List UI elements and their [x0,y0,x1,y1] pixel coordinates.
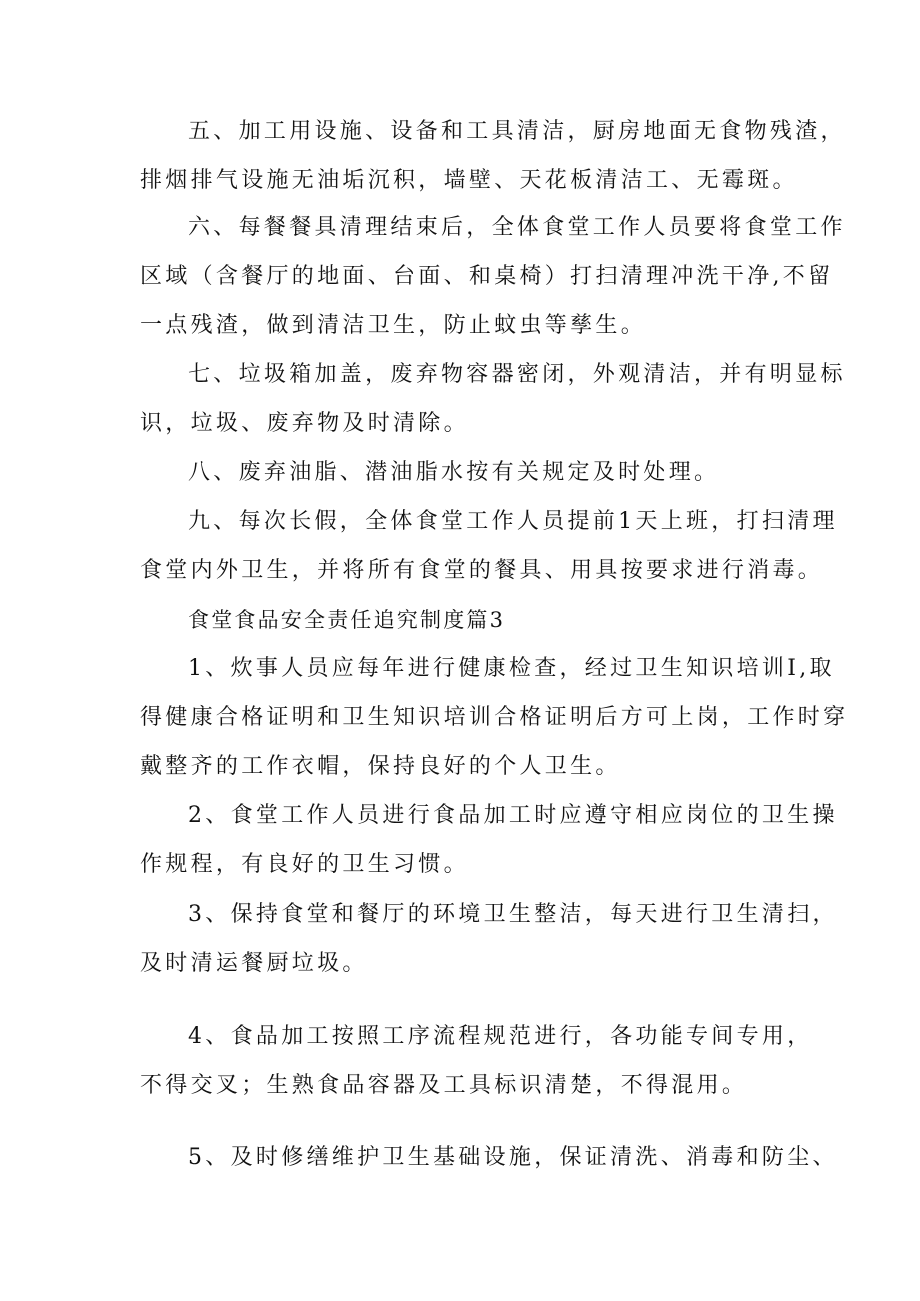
paragraph-line: 4、食品加工按照工序流程规范进行，各功能专间专用， [188,1024,813,1049]
paragraph-line: 戴整齐的工作衣帽，保持良好的个人卫生。 [140,754,621,779]
paragraph-line: 不得交叉；生熟食品容器及工具标识清楚，不得混用。 [140,1073,748,1098]
paragraph-line: 1、炊事人员应每年进行健康检查，经过卫生知识培训I,取 [188,656,835,681]
paragraph-line: 得健康合格证明和卫生知识培训合格证明后方可上岗，工作时穿 [140,705,849,730]
paragraph-line: 5、及时修缮维护卫生基础设施，保证清洗、消毒和防尘、 [188,1145,838,1170]
paragraph-line: 六、每餐餐具清理结束后，全体食堂工作人员要将食堂工作 [188,215,846,240]
paragraph-line: 区域（含餐厅的地面、台面、和桌椅）打扫清理冲洗干净,不留 [140,264,834,289]
paragraph-line: 八、废弃油脂、潜油脂水按有关规定及时处理。 [188,460,720,485]
paragraph-line: 七、垃圾箱加盖，废弃物容器密闭，外观清洁，并有明显标 [188,362,846,387]
paragraph-line: 2、食堂工作人员进行食品加工时应遵守相应岗位的卫生操 [188,803,838,828]
paragraph-line: 识，垃圾、废弃物及时清除。 [140,411,469,436]
paragraph-line: 一点残渣，做到清洁卫生，防止蚊虫等孳生。 [140,313,647,338]
paragraph-line: 食堂内外卫生，并将所有食堂的餐具、用具按要求进行消毒。 [140,558,824,583]
paragraph-line: 五、加工用设施、设备和工具清洁，厨房地面无食物残渣， [188,119,846,144]
section-heading: 食堂食品安全责任追究制度篇3 [188,608,506,632]
paragraph-line: 作规程，有良好的卫生习惯。 [140,852,469,877]
paragraph-line: 九、每次长假，全体食堂工作人员提前1天上班，打扫清理 [188,509,838,534]
paragraph-line: 排烟排气设施无油垢沉积，墙壁、天花板清洁工、无霉斑。 [140,168,798,193]
paragraph-line: 3、保持食堂和餐厅的环境卫生整洁，每天进行卫生清扫， [188,902,838,927]
paragraph-line: 及时清运餐厨垃圾。 [140,951,368,976]
